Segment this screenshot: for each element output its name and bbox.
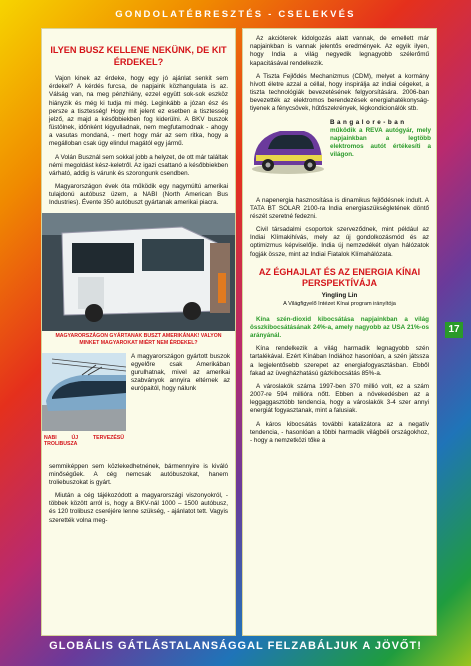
right-column <box>242 28 437 636</box>
article1-tram-text: A magyarországon gyártott buszok egyelőre csak Amerikában gurulhatnak, mivel az amerikai szabványok annyira eltérnek az európaitól, hogy nálunk <box>131 352 230 393</box>
article1-p3: Magyarországon évek óta működik egy nagymúltú amerikai tulajdonú autóbusz üzem, a NABI (North American Bus Industries). Évente 350 autóbuszt gyártanak amerikai piacra. <box>49 183 228 207</box>
article2-affiliation: A Világfigyelő Intézet Kínai program irányítója <box>283 301 396 308</box>
cont-p4: Civil társadalmi csoportok szerveződnek, mint például az Indiai Klímakihívás, mely az új gondolkozásmód és az optimizmus képviselője. India új nemzedékét olyan hálózatok fogják össze, mint az Indiai Fiatalok Klímahálózata. <box>250 226 429 258</box>
trolleybus-caption: NABI ÚJ TERVEZÉSŰ TROLIBUSZA <box>44 434 124 448</box>
article2-p2: Kína rendelkezik a világ harmadik legnagyobb szén tartalékával. Ezért Kínában Indiához hasonlóan, a szén játssza a legjelentősebb szerepet az energiafogyasztásban. Ebből fakad az üvegházhatású gázkibocsátás 85%-a. <box>250 345 429 377</box>
cont-p1: Az akcióterek kidolgozás alatt vannak, de emellett már napjainkban is vannak jelentős eredmények. Az egyik ilyen, hogy India a világ negyedik legnagyobb szélerőmű kapacitásával rendelkezik. <box>250 35 429 67</box>
article1-title: ILYEN BUSZ KELLENE NEKÜNK, DE KIT ÉRDEKEL? <box>50 45 227 67</box>
article2-p3: A városlakók száma 1997-ben 370 millió volt, ez a szám 2007-re 594 millióra nőtt. Ebben a növekedésben az a leggaggasztóbb tendencia, hogy a városlakók 3-4 szer annyi energiát fogyasztanak, mint a falusiak. <box>250 382 429 415</box>
article1-p5: Miután a cég tájékozódott a magyarországi viszonyokról, - többek között arról is, hogy a BKV-nál 1000 – 1500 autóbusz, és 120 trolibusz cseréjére lenne szükség, - ajánlatot tett. Vagyis szerették volna meg- <box>49 492 228 524</box>
page-number: 17 <box>445 322 463 338</box>
article1-p4: semmiképpen sem közlekedhetnének, bármennyire is kiváló minőségűek. A cég nemcsak autóbuszokat, hanem troliebuszokat is gyárt. <box>49 462 228 486</box>
section-title: GONDOLATÉBRESZTÉS - CSELEKVÉS <box>115 9 356 20</box>
bus-photo-icon <box>42 213 235 331</box>
article2-title: AZ ÉGHAJLAT ÉS AZ ENERGIA KÍNAI PERSPEKTÍVÁJA <box>258 266 421 288</box>
footer-slogan: GLOBÁLIS GÁTLÁSTALANSÁGGAL FELZABÁLJUK A JÖVŐT! <box>49 640 422 652</box>
cont-p2: A Tiszta Fejlődés Mechanizmus (CDM), melyet a kormány hívott életre azzal a céllal, hogy inspirálja az indiai cégeket, a tiszta technológiák bevezetésének felgyorsítására. 2006-ban bevezették az elektromos berendezések energiahatékonyság- tiyenek a fénycsövek, hűtőszekrények, légkondicionálók stb. <box>250 72 429 113</box>
article2-p1: Kína szén-dioxid kibocsátása napjainkban a világ összkibocsátásának 24%-a, amely nagyobb az USA 21%-os arányánál. <box>250 315 429 340</box>
car-text: működik a REVA autógyár, mely napjainkban a legtöbb elektromos autót értékesíti a világon. <box>330 126 431 159</box>
article2-p4: A káros kibocsátás további katalizátora az a negatív tendencia, - hasonlóan a többi harmadik világbéli országokhoz, - hogy a nemzetközi tőke a <box>250 420 429 444</box>
article1-p2: A Volán Busznál sem sokkal jobb a helyzet, de ott már találtak némi megoldást kész-keletről. Az igazi csattanó a későbbiekben várható, addig is várunk és szorongunk csendben. <box>49 153 228 177</box>
car-bangalore: Bangalore-ban <box>330 118 407 126</box>
bus-photo-caption: MAGYARORSZÁGON GYÁRTANAK BUSZT AMERIKÁNAK! VALYON MINKET MAGYAROKAT MIÉRT NEM ÉRDEKEL? <box>55 332 222 346</box>
article2-author: Yingling Lin <box>321 292 358 300</box>
electric-car-photo-icon <box>246 119 328 177</box>
left-column <box>41 28 236 636</box>
cont-p3: A napenergia hasznosítása is dinamikus fejlődésnek indult. A TATA BT SOLAR 2100-ra India energiaszükségletének döntő részét szeretné fedezni. <box>250 196 429 220</box>
article1-p1: Vajon kinek az érdeke, hogy egy jó ajánlat senkit sem érdekel? A kérdés furcsa, de napjaink közhangulata is az. Válság van, na meg pénzhiány, ezzel együtt sok-sok eszköz hiányzik és még ki tudja mi még. Leginkább a józan ész és persze a tisztesség! Hogy mit jelent ez esetben a tisztesség jelző, az majd a későbbiekben fog kiderülni. A BKV buszok füstölnek, időnként kigyulladnak, nem megfutamodnak - ahogy a vasutas mondaná, - mert hogy már az sem ritka, hogy a megálloban csak úgy elindul magától egy jármű. <box>49 75 228 148</box>
trolleybus-photo-icon <box>42 353 126 431</box>
